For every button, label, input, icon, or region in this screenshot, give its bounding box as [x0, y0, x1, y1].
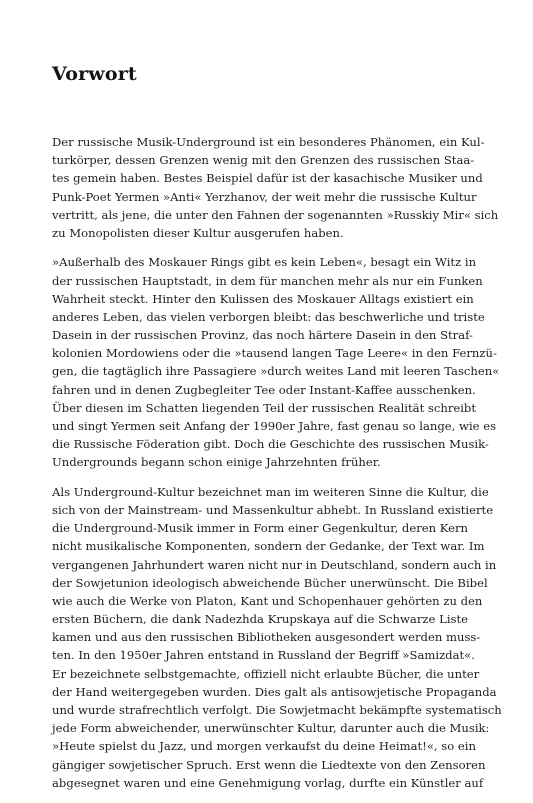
text-line: und wurde strafrechtlich verfolgt. Die Sowjetmacht bekämpfte systematisch	[52, 703, 502, 717]
text-line: vergangenen Jahrhundert waren nicht nur in Deutschland, sondern auch in	[52, 557, 497, 572]
text-line: der Sowjetunion ideologisch abweichende Bücher unerwünscht. Die Bibel	[52, 575, 488, 590]
text-line: kamen und aus den russischen Bibliotheken ausgesondert werden muss-	[52, 630, 481, 645]
text-line: nicht musikalische Komponenten, sondern der Gedanke, der Text war. Im	[52, 539, 485, 554]
text-line: Wahrheit steckt. Hinter den Kulissen des Moskauer Alltags existiert ein	[52, 291, 474, 306]
text-line: gen, die tagtäglich ihre Passagiere »durch weites Land mit leeren Taschen«	[52, 364, 500, 379]
text-line: Über diesen im Schatten liegenden Teil der russischen Realität schreibt	[52, 400, 477, 415]
text-line: abgesegnet waren und eine Genehmigung vorlag, durfte ein Künstler auf	[52, 775, 484, 790]
text-line: der russischen Hauptstadt, in dem für manchen mehr als nur ein Funken	[52, 273, 483, 288]
text-line: »Heute spielst du Jazz, und morgen verkaufst du deine Heimat!«, so ein	[52, 739, 476, 754]
text-line: ersten Büchern, die dank Nadezhda Krupskaya auf die Schwarze Liste	[52, 612, 468, 627]
text-line: turkörper, dessen Grenzen wenig mit den Grenzen des russischen Staa-	[52, 153, 475, 168]
text-line: Der russische Musik-Underground ist ein besonderes Phänomen, ein Kul-	[52, 135, 485, 149]
text-line: vertritt, als jene, die unter den Fahnen der sogenannten »Russkiy Mir« sich	[52, 207, 499, 222]
text-line: jede Form abweichender, unerwünschter Kultur, darunter auch die Musik:	[52, 721, 490, 736]
text-line: sich von der Mainstream- und Massenkultur abhebt. In Russland existierte	[52, 502, 494, 517]
text-line: anderes Leben, das vielen verborgen bleibt: das beschwerliche und triste	[52, 309, 485, 324]
text-line: Als Underground-Kultur bezeichnet man im weiteren Sinne die Kultur, die	[52, 484, 489, 499]
paragraph	[52, 133, 499, 242]
paragraph	[52, 253, 500, 471]
text-line: der Hand weitergegeben wurden. Dies galt als antisowjetische Propaganda	[52, 684, 497, 699]
text-line: und singt Yermen seit Anfang der 1990er Jahre, fast genau so lange, wie es	[52, 419, 497, 433]
text-line: fahren und in denen Zugbegleiter Tee oder Instant-Kaffee ausschenken.	[52, 382, 476, 397]
text-line: wie auch die Werke von Platon, Kant und Schopenhauer gehörten zu den	[52, 593, 483, 608]
text-line: kolonien Mordowiens oder die »tausend langen Tage Leere« in den Fernzü-	[52, 346, 497, 361]
text-line: Dasein in der russischen Provinz, das noch härtere Dasein in den Straf-	[52, 328, 473, 343]
text-line: tes gemein haben. Bestes Beispiel dafür ist der kasachische Musiker und	[52, 171, 483, 186]
chapter-heading: Vorwort	[52, 63, 137, 85]
text-line: Undergrounds begann schon einige Jahrzehnten früher.	[52, 455, 381, 470]
text-line: die Underground-Musik immer in Form einer Gegenkultur, deren Kern	[52, 521, 468, 536]
text-line: die Russische Föderation gibt. Doch die Geschichte des russischen Musik-	[52, 437, 489, 452]
text-line: zu Monopolisten dieser Kultur ausgerufen haben.	[52, 225, 344, 240]
body-text	[52, 133, 502, 803]
text-line: ten. In den 1950er Jahren entstand in Russland der Begriff »Samizdat«.	[52, 648, 475, 663]
text-line: Er bezeichnete selbstgemachte, offiziell nicht erlaubte Bücher, die unter	[52, 666, 480, 681]
text-line: gängiger sowjetischer Spruch. Erst wenn die Liedtexte von den Zensoren	[52, 757, 486, 772]
text-line: Punk-Poet Yermen »Anti« Yerzhanov, der weit mehr die russische Kultur	[52, 189, 477, 204]
text-line: »Außerhalb des Moskauer Rings gibt es kein Leben«, besagt ein Witz in	[52, 255, 477, 270]
paragraph	[52, 483, 502, 792]
